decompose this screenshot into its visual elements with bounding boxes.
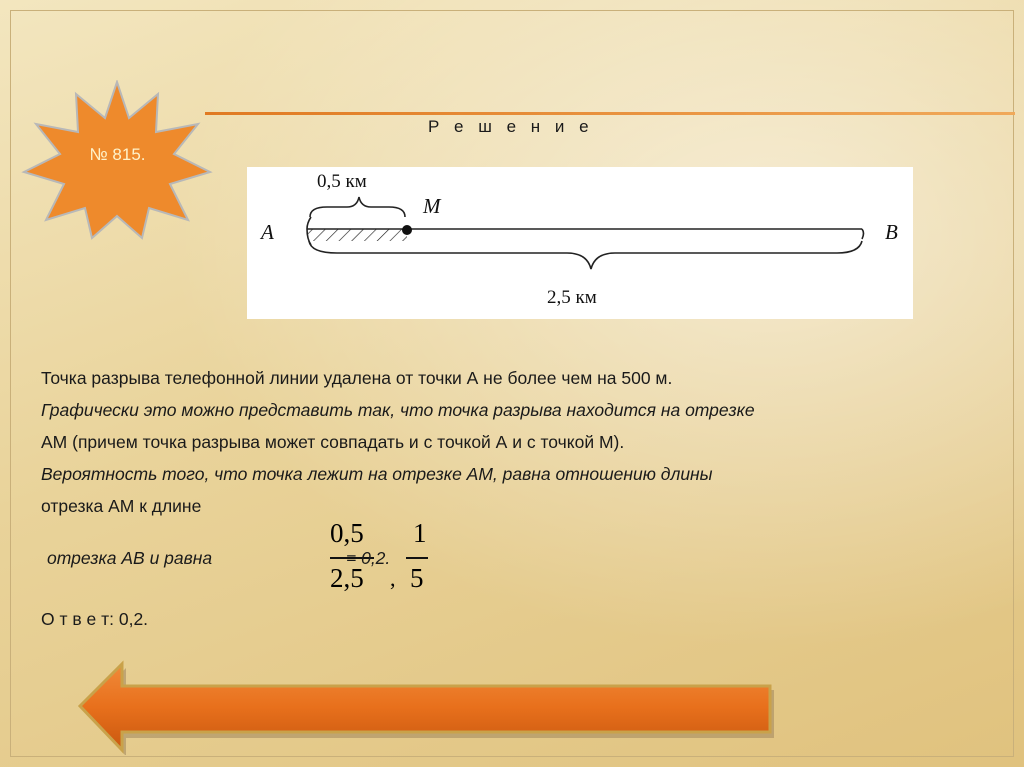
label-a: A (261, 220, 274, 244)
text-line: Графически это можно представить так, что точка разрыва находится на отрезке (41, 400, 755, 420)
formula-result: = 0,2. (346, 548, 391, 568)
text-line: Точка разрыва телефонной линии удалена от точки А не более чем на 500 м. (41, 368, 673, 388)
label-segment: 0,5 км (317, 171, 367, 192)
fraction2-bar (406, 557, 428, 559)
fraction1-numerator: 0,5 (330, 518, 364, 548)
problem-number: № 815. (89, 145, 146, 164)
text-line: отрезка АМ к длине (41, 496, 202, 516)
fraction-formula (330, 518, 440, 598)
segment-diagram (247, 167, 913, 319)
label-total: 2,5 км (547, 287, 597, 308)
header-rule (205, 112, 1015, 115)
section-heading: Р е ш е н и е (428, 117, 594, 136)
back-arrow-icon[interactable] (78, 660, 778, 755)
text-line: Вероятность того, что точка лежит на отрезке АМ, равна отношению длины (41, 464, 713, 484)
label-m: M (423, 194, 441, 218)
fraction2-denominator: 5 (410, 563, 424, 593)
right-end-cap (862, 229, 864, 239)
formula-lead: отрезка АВ и равна (47, 548, 213, 568)
fraction1-denominator: 2,5 (330, 563, 364, 593)
answer-text: О т в е т: 0,2. (41, 609, 149, 629)
brace-am (310, 197, 405, 217)
fraction2-numerator: 1 (413, 518, 427, 548)
point-m-dot (402, 225, 412, 235)
label-b: B (885, 220, 898, 244)
solution-text (41, 362, 921, 522)
text-line: АМ (причем точка разрыва может совпадать и с точкой А и с точкой М). (41, 432, 625, 452)
hatched-region (307, 229, 407, 241)
brace-ab (309, 241, 862, 269)
formula-separator: , (390, 566, 396, 591)
